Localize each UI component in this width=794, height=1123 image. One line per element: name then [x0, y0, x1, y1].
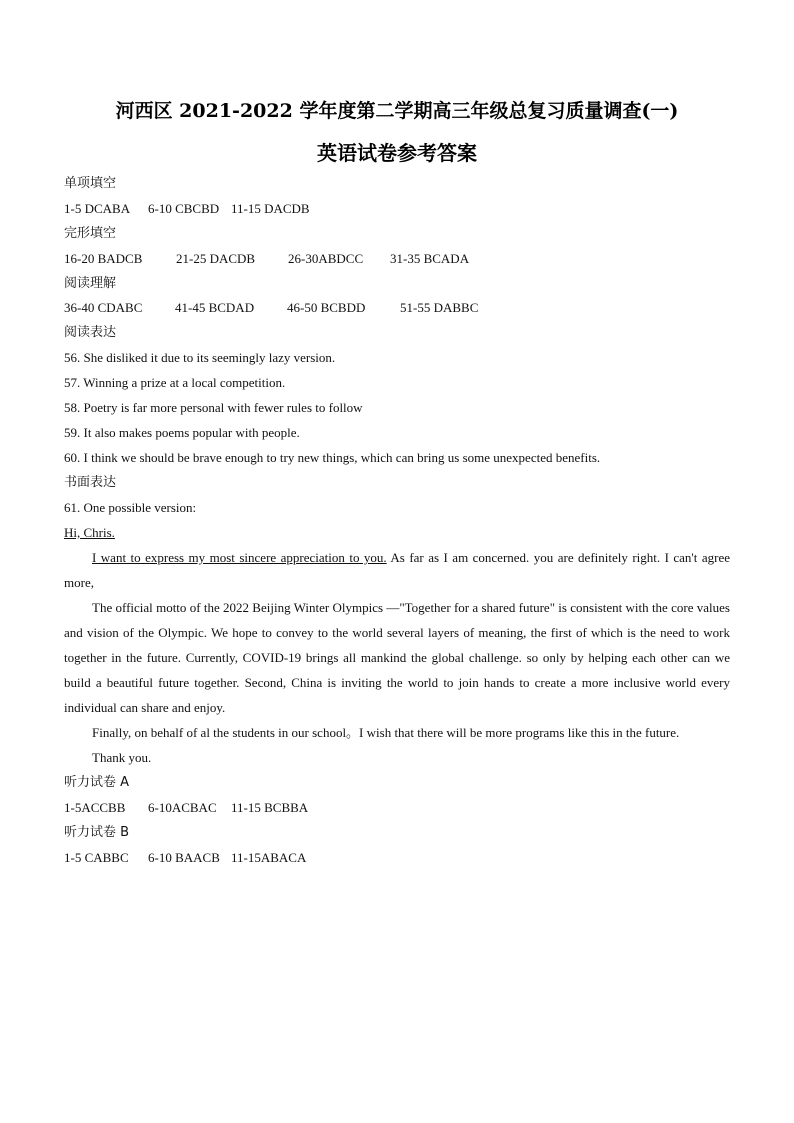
answer-group: 11-15ABACA: [231, 850, 307, 865]
answer-57: 57. Winning a prize at a local competition.: [64, 375, 286, 390]
letter-paragraph-2: The official motto of the 2022 Beijing Winter Olympics —"Together for a shared future" is consistent with the core values and vision of the Olympic. We hope to convey to the world several layers of meaning, the first of which is the need to work together in the future. Currently, COVID-19 brings all mankind the global challenge. so only by helping each other can we build a beautiful future together. Second, China is inviting the world to join hands to create a more inclusive world every individual can share and enjoy.: [64, 600, 730, 715]
answer-group: 51-55 DABBC: [400, 300, 479, 315]
cloze-heading: 完形填空: [64, 226, 117, 241]
writing-intro: 61. One possible version:: [64, 500, 197, 515]
answer-group: 6-10 BAACB: [148, 850, 220, 865]
answer-58: 58. Poetry is far more personal with fewer rules to follow: [64, 400, 363, 415]
document-title: 河西区 2021-2022 学年度第二学期高三年级总复习质量调查(一): [115, 100, 679, 122]
letter-paragraph-3: Finally, on behalf of al the students in our school。I wish that there will be more programs like this in the future.: [92, 725, 680, 740]
underlined-sentence: I want to express my most sincere appreciation to you.: [92, 550, 387, 565]
reading-expression-heading: 阅读表达: [64, 325, 117, 340]
reading-heading: 阅读理解: [64, 276, 117, 291]
answer-group: 41-45 BCDAD: [175, 300, 255, 315]
answer-group: 1-5 DCABA: [64, 201, 131, 216]
document-subtitle: 英语试卷参考答案: [317, 141, 477, 165]
answer-group: 31-35 BCADA: [390, 251, 470, 266]
answer-group: 46-50 BCBDD: [287, 300, 366, 315]
answer-59: 59. It also makes poems popular with people.: [64, 425, 300, 440]
answer-group: 36-40 CDABC: [64, 300, 143, 315]
single-choice-heading: 单项填空: [64, 176, 117, 191]
answer-group: 11-15 BCBBA: [231, 800, 309, 815]
writing-heading: 书面表达: [64, 475, 117, 490]
letter-greeting: Hi, Chris.: [64, 525, 115, 540]
listening-a-heading: 听力试卷 A: [64, 775, 130, 790]
answer-group: 6-10 CBCBD: [148, 201, 220, 216]
answer-group: 6-10ACBAC: [148, 800, 217, 815]
answer-60: 60. I think we should be brave enough to try new things, which can bring us some unexpected benefits.: [64, 450, 601, 465]
answer-group: 21-25 DACDB: [176, 251, 256, 266]
answer-56: 56. She disliked it due to its seemingly lazy version.: [64, 350, 336, 365]
paragraph-text: As far as I am concerned. you are definitely right. I can't agree more,: [64, 550, 730, 590]
answer-group: 1-5 CABBC: [64, 850, 129, 865]
letter-paragraph-1: [64, 545, 730, 595]
letter-closing: Thank you.: [92, 750, 152, 765]
answer-group: 11-15 DACDB: [231, 201, 310, 216]
listening-b-heading: 听力试卷 B: [64, 825, 130, 840]
answer-group: 1-5ACCBB: [64, 800, 126, 815]
answer-group: 26-30ABDCC: [288, 251, 364, 266]
answer-group: 16-20 BADCB: [64, 251, 143, 266]
